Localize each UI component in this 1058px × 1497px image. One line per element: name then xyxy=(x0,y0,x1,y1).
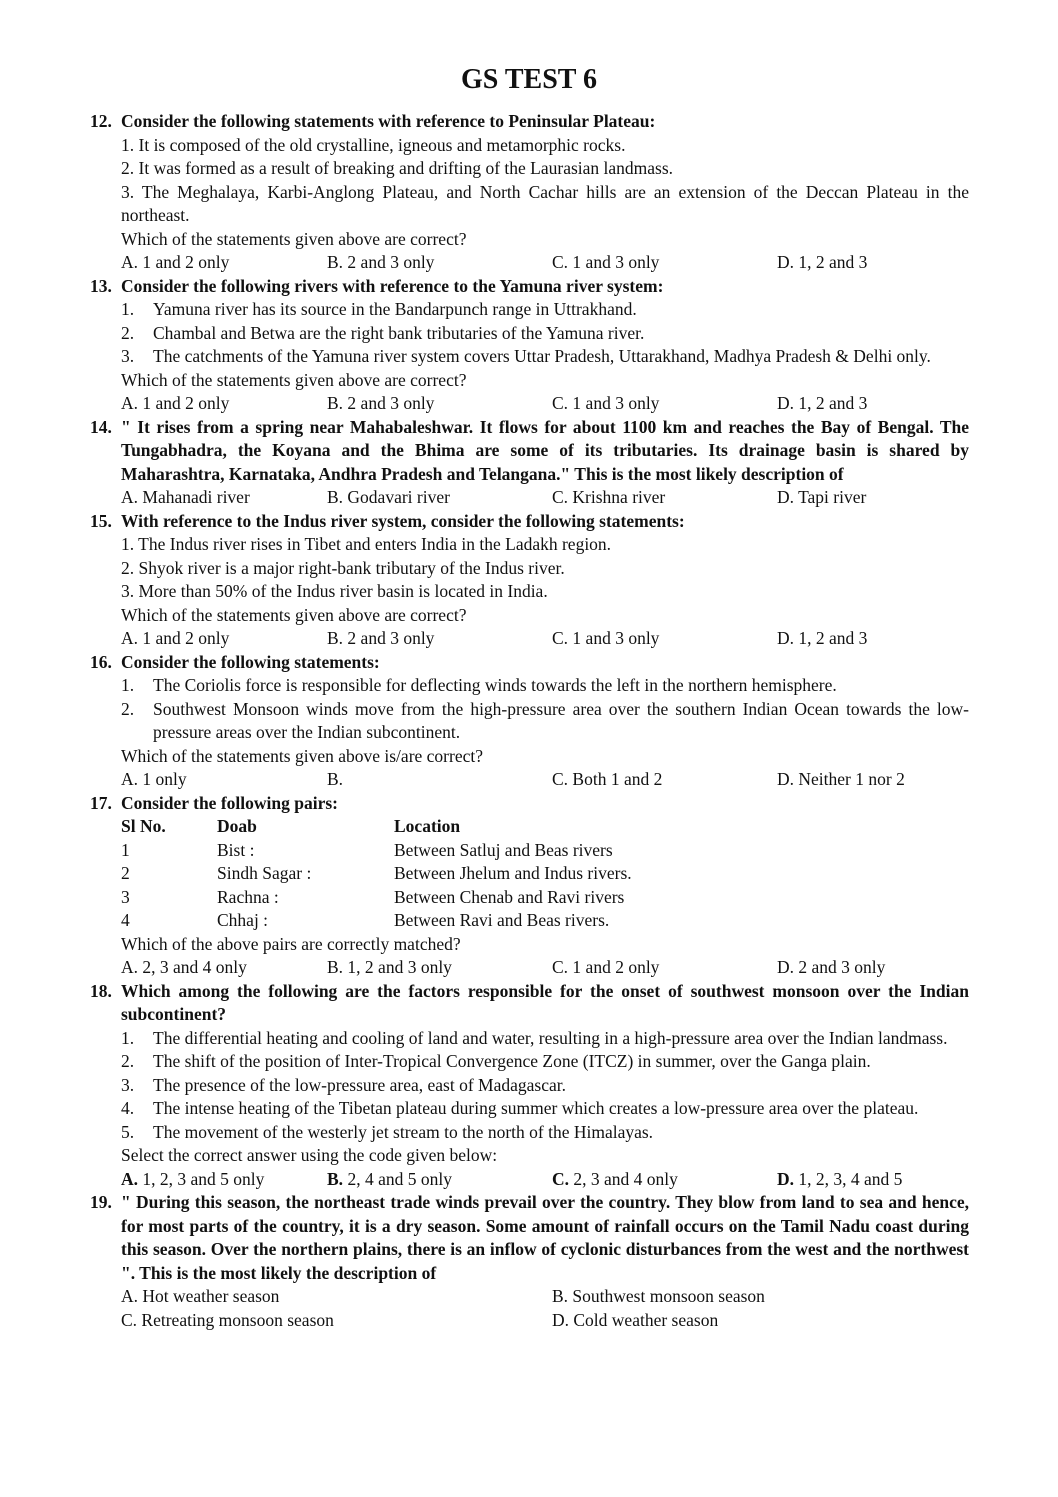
statement-text: The Coriolis force is responsible for deflecting winds towards the left in the northern hemisphere. xyxy=(153,675,837,695)
option-b: B. Southwest monsoon season xyxy=(552,1286,765,1306)
option-a: A. 1 and 2 only xyxy=(121,393,230,413)
page-title: GS TEST 6 xyxy=(461,64,597,95)
statement-3: 3. More than 50% of the Indus river basin is located in India. xyxy=(121,581,548,601)
option-d: D. 2 and 3 only xyxy=(777,957,886,977)
question-13 xyxy=(90,275,969,416)
statement-number: 2. xyxy=(121,698,135,719)
question-text: With reference to the Indus river system, consider the following statements: xyxy=(121,510,685,531)
statement-text: Yamuna river has its source in the Bandarpunch range in Uttrakhand. xyxy=(153,299,637,319)
option-c: C. 1 and 3 only xyxy=(552,252,660,272)
statement-number: 4. xyxy=(121,1098,135,1118)
statement-text: The movement of the westerly jet stream to the north of the Himalayas. xyxy=(153,1121,654,1142)
statement-number: 1. xyxy=(121,675,135,695)
option-text: 1, 2, 3 and 5 only xyxy=(138,1168,265,1189)
cell-doab: Sindh Sagar : xyxy=(217,863,312,883)
question-number: 19. xyxy=(90,1192,112,1212)
option-a: A. 1 only xyxy=(121,769,187,789)
table-row xyxy=(121,886,632,910)
option-letter: B. xyxy=(327,1168,344,1189)
options xyxy=(121,956,969,980)
header-sl-no: Sl No. xyxy=(121,816,166,836)
statement-text: Southwest Monsoon winds move from the high-pressure area over the southern Indian Ocean towards the low-pressure areas over the Indian subcontinent. xyxy=(153,698,969,742)
question-14 xyxy=(90,416,969,510)
option-b: B. xyxy=(327,769,344,789)
statement-2: 2. It was formed as a result of breaking and drifting of the Laurasian landmass. xyxy=(121,158,674,178)
question-text: Consider the following rivers with reference to the Yamuna river system: xyxy=(121,275,664,296)
option-d: D. 1, 2 and 3 xyxy=(777,393,868,413)
option-b: B. 1, 2 and 3 only xyxy=(327,957,452,977)
question-text: Which among the following are the factors responsible for the onset of southwest monsoon over the Indian subcontinent? xyxy=(121,980,969,1024)
option-text: 2, 4 and 5 only xyxy=(343,1168,452,1189)
statement-number: 2. xyxy=(121,322,135,343)
option-c: C. Retreating monsoon season xyxy=(121,1309,334,1330)
question-text: Consider the following pairs: xyxy=(121,792,338,813)
question-18 xyxy=(90,980,969,1192)
question-number: 15. xyxy=(90,510,112,531)
option-a: A. 1 and 2 only xyxy=(121,628,230,648)
statement-3 xyxy=(121,345,969,369)
cell-doab: Chhaj : xyxy=(217,910,269,930)
statement-5 xyxy=(121,1121,969,1145)
cell-location: Between Chenab and Ravi rivers xyxy=(394,886,625,907)
question-number: 16. xyxy=(90,651,112,672)
option-text: 2, 3 and 4 only xyxy=(569,1168,678,1189)
question-number: 18. xyxy=(90,980,112,1001)
question-15 xyxy=(90,510,969,651)
question-text: " It rises from a spring near Mahabaleshwar. It flows for about 1100 km and reaches the Bay of Bengal. The Tungabhadra, the Koyana and the Bhima are some of its tributaries. Its drainage basin is shared by Maharashtra, Karnataka, Andhra Pradesh and Telangana." This is the most likely description of xyxy=(121,416,969,484)
statement-text: The catchments of the Yamuna river system covers Uttar Pradesh, Uttarakhand, Madhya Pradesh & Delhi only. xyxy=(153,346,931,366)
options xyxy=(121,392,969,416)
statement-3: 3. The Meghalaya, Karbi-Anglong Plateau, and North Cachar hills are an extension of the Deccan Plateau in the northeast. xyxy=(121,181,969,225)
statement-number: 3. xyxy=(121,1074,135,1095)
options xyxy=(121,1168,969,1192)
option-text: 1, 2, 3, 4 and 5 xyxy=(794,1168,903,1189)
statement-1: 1. It is composed of the old crystalline, igneous and metamorphic rocks. xyxy=(121,134,626,155)
option-a xyxy=(121,1168,327,1192)
cell-doab: Bist : xyxy=(217,839,255,860)
cell-location: Between Ravi and Beas rivers. xyxy=(394,910,610,930)
statement-1 xyxy=(121,1027,969,1051)
option-d: D. 1, 2 and 3 xyxy=(777,628,868,648)
option-c xyxy=(552,1168,777,1192)
cell-sl-no: 3 xyxy=(121,886,130,907)
option-letter: C. xyxy=(552,1168,570,1189)
statement-1 xyxy=(121,298,969,322)
header-location: Location xyxy=(394,816,461,836)
question-text: Consider the following statements with reference to Peninsular Plateau: xyxy=(121,111,656,131)
table-header-row xyxy=(121,815,632,839)
option-b xyxy=(327,1168,552,1192)
statement-2: 2. Shyok river is a major right-bank tributary of the Indus river. xyxy=(121,557,565,578)
option-b: B. 2 and 3 only xyxy=(327,252,435,272)
question-12 xyxy=(90,110,969,275)
table-row xyxy=(121,909,632,933)
option-c: C. 1 and 2 only xyxy=(552,957,660,977)
option-b: B. 2 and 3 only xyxy=(327,628,435,648)
question-prompt: Which of the statements given above is/are correct? xyxy=(121,745,483,766)
option-d xyxy=(777,1168,947,1192)
options xyxy=(121,768,969,792)
options xyxy=(121,627,969,651)
question-prompt: Which of the statements given above are correct? xyxy=(121,228,467,249)
option-d: D. Tapi river xyxy=(777,487,867,507)
statement-text: Chambal and Betwa are the right bank tributaries of the Yamuna river. xyxy=(153,322,645,343)
statement-number: 2. xyxy=(121,1051,135,1071)
statement-1 xyxy=(121,674,969,698)
option-d: D. 1, 2 and 3 xyxy=(777,252,868,272)
header-doab: Doab xyxy=(217,816,257,836)
cell-sl-no: 2 xyxy=(121,863,130,883)
table-row xyxy=(121,839,632,863)
statement-number: 5. xyxy=(121,1121,135,1142)
statement-1: 1. The Indus river rises in Tibet and enters India in the Ladakh region. xyxy=(121,534,612,554)
statement-3 xyxy=(121,1074,969,1098)
question-number: 12. xyxy=(90,111,112,131)
option-a: A. 1 and 2 only xyxy=(121,252,230,272)
option-c: C. 1 and 3 only xyxy=(552,393,660,413)
statement-2 xyxy=(121,698,969,745)
question-prompt: Which of the statements given above are correct? xyxy=(121,604,467,625)
options xyxy=(121,251,969,275)
cell-location: Between Satluj and Beas rivers xyxy=(394,839,613,860)
option-a: A. Hot weather season xyxy=(121,1286,280,1306)
question-19 xyxy=(90,1191,969,1332)
pairs-table xyxy=(121,815,632,933)
cell-doab: Rachna : xyxy=(217,886,279,907)
statement-number: 1. xyxy=(121,1027,135,1048)
question-number: 14. xyxy=(90,416,112,437)
option-letter: A. xyxy=(121,1168,139,1189)
question-16 xyxy=(90,651,969,792)
option-c: C. Both 1 and 2 xyxy=(552,769,663,789)
statement-text: The intense heating of the Tibetan plateau during summer which creates a low-pressure area over the plateau. xyxy=(153,1098,919,1118)
question-prompt: Which of the above pairs are correctly matched? xyxy=(121,933,461,954)
option-letter: D. xyxy=(777,1168,795,1189)
question-prompt: Which of the statements given above are correct? xyxy=(121,369,467,390)
cell-sl-no: 1 xyxy=(121,839,130,860)
statement-2 xyxy=(121,322,969,346)
question-number: 17. xyxy=(90,792,112,813)
statement-text: The shift of the position of Inter-Tropical Convergence Zone (ITCZ) in summer, over the Ganga plain. xyxy=(153,1051,871,1071)
option-d: D. Cold weather season xyxy=(552,1309,719,1330)
statement-4 xyxy=(121,1097,969,1121)
cell-sl-no: 4 xyxy=(121,910,130,930)
question-17 xyxy=(90,792,969,980)
option-c: C. Krishna river xyxy=(552,487,666,507)
statement-number: 1. xyxy=(121,299,135,319)
question-text: Consider the following statements: xyxy=(121,651,380,672)
option-c: C. 1 and 3 only xyxy=(552,628,660,648)
statement-2 xyxy=(121,1050,969,1074)
option-a: A. 2, 3 and 4 only xyxy=(121,957,247,977)
table-row xyxy=(121,862,632,886)
option-d: D. Neither 1 nor 2 xyxy=(777,769,905,789)
question-list xyxy=(90,110,969,1332)
question-text: " During this season, the northeast trade winds prevail over the country. They blow from land to sea and hence, for most parts of the country, it is a dry season. Some amount of rainfall occurs on the Tamil Nadu coast during this season. Over the northern plains, there is an inflow of cyclonic disturbances from the west and the northwest ". This is the most likely the description of xyxy=(121,1192,969,1283)
question-number: 13. xyxy=(90,275,112,296)
options-row-2 xyxy=(121,1309,969,1333)
option-b: B. Godavari river xyxy=(327,487,450,507)
statement-text: The differential heating and cooling of land and water, resulting in a high-pressure area over the Indian landmass. xyxy=(153,1027,948,1048)
question-prompt: Select the correct answer using the code given below: xyxy=(121,1145,498,1165)
cell-location: Between Jhelum and Indus rivers. xyxy=(394,863,632,883)
option-b: B. 2 and 3 only xyxy=(327,393,435,413)
statement-number: 3. xyxy=(121,346,135,366)
options-row-1 xyxy=(121,1285,969,1309)
options xyxy=(121,486,969,510)
option-a: A. Mahanadi river xyxy=(121,487,250,507)
statement-text: The presence of the low-pressure area, east of Madagascar. xyxy=(153,1074,566,1095)
